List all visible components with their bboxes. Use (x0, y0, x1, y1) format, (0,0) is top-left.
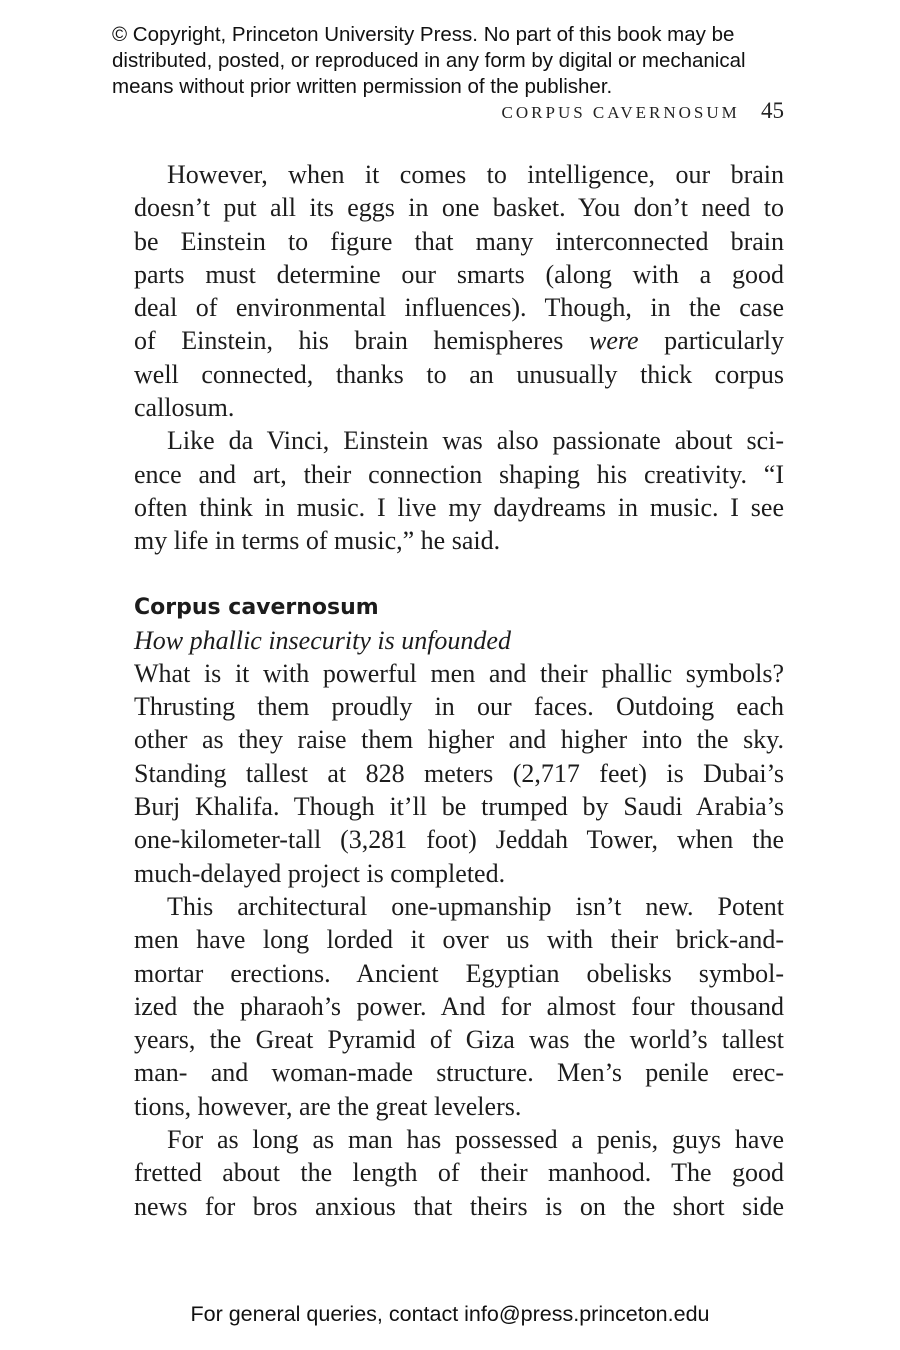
text-line: ized the pharaoh’s power. And for almost four thousand (134, 991, 784, 1021)
paragraph (134, 890, 784, 1123)
text-line: fretted about the length of their manhood. The good (134, 1158, 784, 1188)
text-line: callosum. (134, 393, 235, 423)
copyright-line: means without prior written permission of the publisher. (112, 75, 613, 98)
text-line: deal of environmental influences). Though, in the case (134, 293, 784, 323)
text-line: years, the Great Pyramid of Giza was the world’s tallest (134, 1025, 784, 1055)
text-line: my life in terms of music,” he said. (134, 526, 501, 556)
copyright-notice (112, 22, 802, 100)
section-subheading: How phallic insecurity is unfounded (134, 625, 511, 655)
text-line: tions, however, are the great levelers. (134, 1091, 522, 1121)
emphasis-word: were (589, 326, 639, 356)
text-line: parts must determine our smarts (along with a good (134, 259, 784, 289)
text-line: one-kilometer-tall (3,281 foot) Jeddah Tower, when the (134, 825, 784, 855)
text-line: What is it with powerful men and their phallic symbols? (134, 658, 784, 688)
text-line: Standing tallest at 828 meters (2,717 feet) is Dubai’s (134, 758, 784, 788)
text-line: well connected, thanks to an unusually thick corpus (134, 359, 784, 389)
section-spacer (134, 558, 784, 591)
running-head-title: CORPUS CAVERNOSUM (501, 103, 740, 122)
text-line: Like da Vinci, Einstein was also passionate about sci- (167, 426, 784, 456)
paragraph (134, 657, 784, 890)
paragraph (134, 424, 784, 557)
section-heading: Corpus cavernosum (134, 594, 379, 620)
running-head (502, 98, 784, 124)
text-line: man- and woman-made structure. Men’s penile erec- (134, 1058, 784, 1088)
text-line: news for bros anxious that theirs is on the short side (134, 1191, 784, 1221)
text-line: However, when it comes to intelligence, our brain (167, 160, 784, 189)
page-number: 45 (761, 98, 784, 123)
paragraph (134, 1123, 784, 1223)
copyright-line: © Copyright, Princeton University Press. No part of this book may be (112, 23, 735, 46)
text-line: This architectural one-upmanship isn’t new. Potent (167, 891, 784, 921)
text-line: mortar erections. Ancient Egyptian obelisks symbol- (134, 958, 784, 988)
text-segment: of Einstein, his brain hemispheres (134, 326, 564, 356)
page-body (134, 158, 784, 1223)
text-segment: particularly (664, 326, 784, 356)
text-line: other as they raise them higher and higher into the sky. (134, 725, 784, 755)
text-line: men have long lorded it over us with their brick-and- (134, 925, 784, 955)
text-line: ence and art, their connection shaping his creativity. “I (134, 459, 784, 489)
text-line: doesn’t put all its eggs in one basket. You don’t need to (134, 193, 784, 223)
text-line: much-delayed project is completed. (134, 858, 506, 888)
text-line: For as long as man has possessed a penis, guys have (167, 1125, 784, 1155)
text-line: often think in music. I live my daydreams in music. I see (134, 492, 784, 522)
text-line: Burj Khalifa. Though it’ll be trumped by Saudi Arabia’s (134, 792, 784, 822)
paragraph (134, 158, 784, 424)
text-line-with-emphasis (134, 324, 784, 357)
text-line: Thrusting them proudly in our faces. Outdoing each (134, 692, 784, 722)
copyright-line: distributed, posted, or reproduced in any form by digital or mechanical (112, 49, 746, 72)
text-line: be Einstein to figure that many interconnected brain (134, 226, 784, 256)
footer-contact: For general queries, contact info@press.princeton.edu (190, 1302, 710, 1326)
